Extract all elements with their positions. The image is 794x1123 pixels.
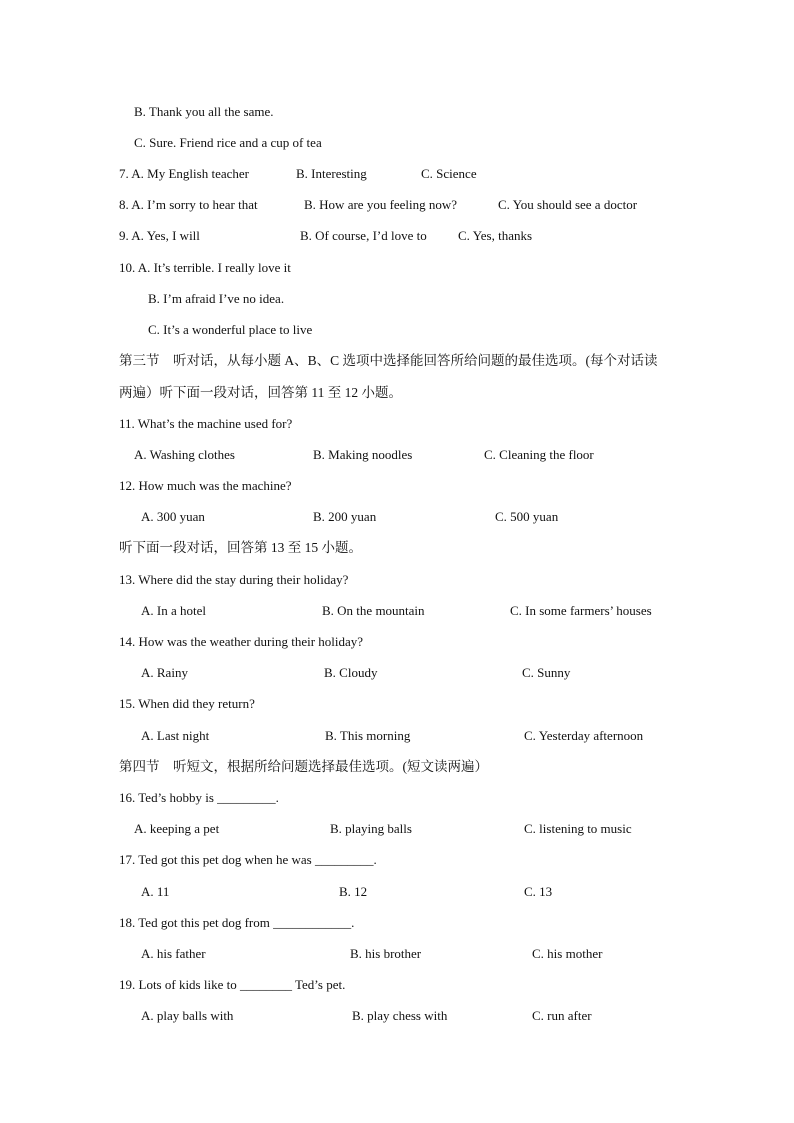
q17-option-a: A. 11: [141, 884, 170, 899]
q11-option-a: A. Washing clothes: [134, 447, 235, 462]
q13-option-c: C. In some farmers’ houses: [510, 603, 652, 618]
q18-option-b: B. his brother: [350, 946, 422, 961]
q7-option-b: B. Interesting: [296, 166, 367, 181]
q16-option-b: B. playing balls: [330, 821, 412, 836]
q9-option-c: C. Yes, thanks: [458, 228, 533, 243]
q11-option-c: C. Cleaning the floor: [484, 447, 594, 462]
q17-stem: 17. Ted got this pet dog when he was _________.: [119, 852, 377, 867]
q19-stem: 19. Lots of kids like to ________ Ted’s pet.: [119, 977, 346, 992]
q14-option-a: A. Rainy: [141, 665, 188, 680]
q19-option-c: C. run after: [532, 1008, 592, 1023]
q11-stem: 11. What’s the machine used for?: [119, 416, 293, 431]
section3-heading-cont: 两遍）听下面一段对话，回答第 11 至 12 小题。: [119, 385, 402, 400]
q6-option-c: C. Sure. Friend rice and a cup of tea: [134, 135, 322, 150]
q8-option-b: B. How are you feeling now?: [304, 197, 458, 212]
q18-option-a: A. his father: [141, 946, 206, 961]
q15-option-b: B. This morning: [325, 728, 411, 743]
q17-option-b: B. 12: [339, 884, 368, 899]
q18-option-c: C. his mother: [532, 946, 603, 961]
q15-option-c: C. Yesterday afternoon: [524, 728, 644, 743]
q9-option-a: 9. A. Yes, I will: [119, 228, 200, 243]
q16-stem: 16. Ted’s hobby is _________.: [119, 790, 279, 805]
q10-option-b: B. I’m afraid I’ve no idea.: [148, 291, 285, 306]
q18-stem: 18. Ted got this pet dog from ____________.: [119, 915, 355, 930]
q6-option-b: B. Thank you all the same.: [134, 104, 274, 119]
q12-option-a: A. 300 yuan: [141, 509, 205, 524]
q10-option-c: C. It’s a wonderful place to live: [148, 322, 313, 337]
section3-heading: 第三节 听对话，从每小题 A、B、C 选项中选择能回答所给问题的最佳选项。(每个对话读: [119, 353, 658, 368]
q11-option-b: B. Making noodles: [313, 447, 413, 462]
q13-stem: 13. Where did the stay during their holiday?: [119, 572, 349, 587]
section4-heading: 第四节 听短文，根据所给问题选择最佳选项。(短文读两遍）: [119, 759, 488, 774]
q12-stem: 12. How much was the machine?: [119, 478, 292, 493]
q12-option-b: B. 200 yuan: [313, 509, 377, 524]
q8-option-a: 8. A. I’m sorry to hear that: [119, 197, 258, 212]
q15-option-a: A. Last night: [141, 728, 210, 743]
q14-option-c: C. Sunny: [522, 665, 571, 680]
q16-option-c: C. listening to music: [524, 821, 632, 836]
q14-option-b: B. Cloudy: [324, 665, 378, 680]
q7-option-a: 7. A. My English teacher: [119, 166, 249, 181]
q19-option-a: A. play balls with: [141, 1008, 234, 1023]
q16-option-a: A. keeping a pet: [134, 821, 220, 836]
q13-option-b: B. On the mountain: [322, 603, 425, 618]
q19-option-b: B. play chess with: [352, 1008, 448, 1023]
q13-option-a: A. In a hotel: [141, 603, 206, 618]
q9-option-b: B. Of course, I’d love to: [300, 228, 427, 243]
q10-option-a: 10. A. It’s terrible. I really love it: [119, 260, 291, 275]
q8-option-c: C. You should see a doctor: [498, 197, 638, 212]
q15-stem: 15. When did they return?: [119, 696, 255, 711]
dialog2-intro: 听下面一段对话，回答第 13 至 15 小题。: [119, 540, 362, 555]
q7-option-c: C. Science: [421, 166, 477, 181]
q14-stem: 14. How was the weather during their holiday?: [119, 634, 364, 649]
q17-option-c: C. 13: [524, 884, 553, 899]
q12-option-c: C. 500 yuan: [495, 509, 559, 524]
